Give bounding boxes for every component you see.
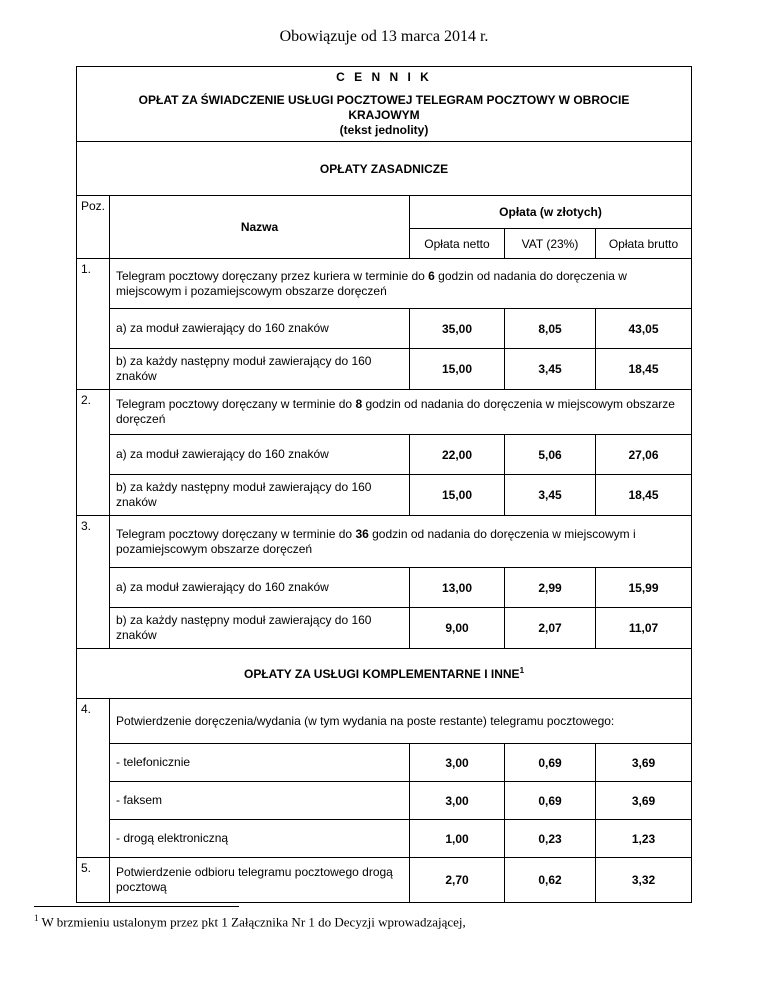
gross-value: 3,69 [596, 744, 692, 782]
tariff-title: OPŁAT ZA ŚWIADCZENIE USŁUGI POCZTOWEJ TELEGRAM POCZTOWY W OBROCIE KRAJOWYM [138, 93, 630, 122]
vat-value: 0,69 [505, 782, 596, 820]
group-1-desc: Telegram pocztowy doręczany przez kuriera w terminie do 6 godzin od nadania do doręczenia w miejscowym i pozamiejscowym obszarze doręczeń [110, 259, 692, 309]
group-5-pos: 5. [77, 858, 110, 903]
group-1-pos: 1. [77, 259, 110, 390]
net-value: 13,00 [410, 568, 505, 608]
row-label: b) za każdy następny moduł zawierający do 160 znaków [110, 349, 410, 390]
table-row [77, 568, 692, 608]
vat-value: 2,07 [505, 608, 596, 649]
title-cell [77, 67, 692, 142]
footnote-separator [34, 906, 239, 907]
net-value: 1,00 [410, 820, 505, 858]
group-3-desc: Telegram pocztowy doręczany w terminie do 36 godzin od nadania do doręczenia w miejscowym i pozamiejscowym obszarze doręczeń [110, 516, 692, 568]
gross-value: 11,07 [596, 608, 692, 649]
vat-value: 8,05 [505, 309, 596, 349]
cennik-title: C E N N I K [336, 70, 432, 84]
row-label: - faksem [110, 782, 410, 820]
row-label: b) za każdy następny moduł zawierający do 160 znaków [110, 475, 410, 516]
gross-value: 3,32 [596, 858, 692, 903]
gross-value: 43,05 [596, 309, 692, 349]
gross-value: 18,45 [596, 475, 692, 516]
group-2-desc: Telegram pocztowy doręczany w terminie do 8 godzin od nadania do doręczenia w miejscowym obszarze doręczeń [110, 390, 692, 435]
row-label: - drogą elektroniczną [110, 820, 410, 858]
row-label: a) za moduł zawierający do 160 znaków [110, 568, 410, 608]
net-value: 3,00 [410, 744, 505, 782]
section-complementary-fees: OPŁATY ZA USŁUGI KOMPLEMENTARNE I INNE$^1$ [77, 649, 692, 699]
col-vat-header: VAT (23%) [505, 229, 596, 259]
net-value: 15,00 [410, 349, 505, 390]
group-4-desc: Potwierdzenie doręczenia/wydania (w tym wydania na poste restante) telegramu pocztowego: [110, 699, 692, 744]
row-label: - telefonicznie [110, 744, 410, 782]
group-2-pos: 2. [77, 390, 110, 516]
vat-value: 2,99 [505, 568, 596, 608]
vat-value: 3,45 [505, 349, 596, 390]
footnote-mark: 1 [34, 913, 39, 923]
vat-value: 5,06 [505, 435, 596, 475]
net-value: 9,00 [410, 608, 505, 649]
gross-value: 15,99 [596, 568, 692, 608]
table-row [77, 435, 692, 475]
table-row [77, 608, 692, 649]
col-fee-group-header: Opłata (w złotych) [410, 196, 692, 229]
vat-value: 0,62 [505, 858, 596, 903]
footnote [34, 913, 466, 930]
price-table [76, 66, 692, 903]
col-net-header: Opłata netto [410, 229, 505, 259]
col-pos-header: Poz. [77, 196, 110, 259]
net-value: 15,00 [410, 475, 505, 516]
net-value: 2,70 [410, 858, 505, 903]
group-4-pos: 4. [77, 699, 110, 858]
net-value: 35,00 [410, 309, 505, 349]
vat-value: 0,23 [505, 820, 596, 858]
gross-value: 3,69 [596, 782, 692, 820]
table-row [77, 309, 692, 349]
footnote-text: W brzmieniu ustalonym przez pkt 1 Załącznika Nr 1 do Decyzji wprowadzającej, [41, 914, 466, 930]
consolidated-text-note: (tekst jednolity) [339, 123, 429, 137]
table-row [77, 349, 692, 390]
section-basic-fees: OPŁATY ZASADNICZE [77, 142, 692, 196]
footnote-ref: 1 [519, 666, 525, 675]
table-row [77, 782, 692, 820]
row-label: a) za moduł zawierający do 160 znaków [110, 435, 410, 475]
table-row [77, 475, 692, 516]
gross-value: 1,23 [596, 820, 692, 858]
table-row [77, 858, 692, 903]
table-row [77, 744, 692, 782]
col-name-header: Nazwa [110, 196, 410, 259]
group-3-pos: 3. [77, 516, 110, 649]
net-value: 22,00 [410, 435, 505, 475]
effective-date: Obowiązuje od 13 marca 2014 r. [279, 28, 489, 45]
table-row [77, 820, 692, 858]
gross-value: 18,45 [596, 349, 692, 390]
net-value: 3,00 [410, 782, 505, 820]
vat-value: 3,45 [505, 475, 596, 516]
vat-value: 0,69 [505, 744, 596, 782]
row-label: a) za moduł zawierający do 160 znaków [110, 309, 410, 349]
row-label: b) za każdy następny moduł zawierający do 160 znaków [110, 608, 410, 649]
col-gross-header: Opłata brutto [596, 229, 692, 259]
row-label: Potwierdzenie odbioru telegramu pocztowego drogą pocztową [110, 858, 410, 903]
gross-value: 27,06 [596, 435, 692, 475]
